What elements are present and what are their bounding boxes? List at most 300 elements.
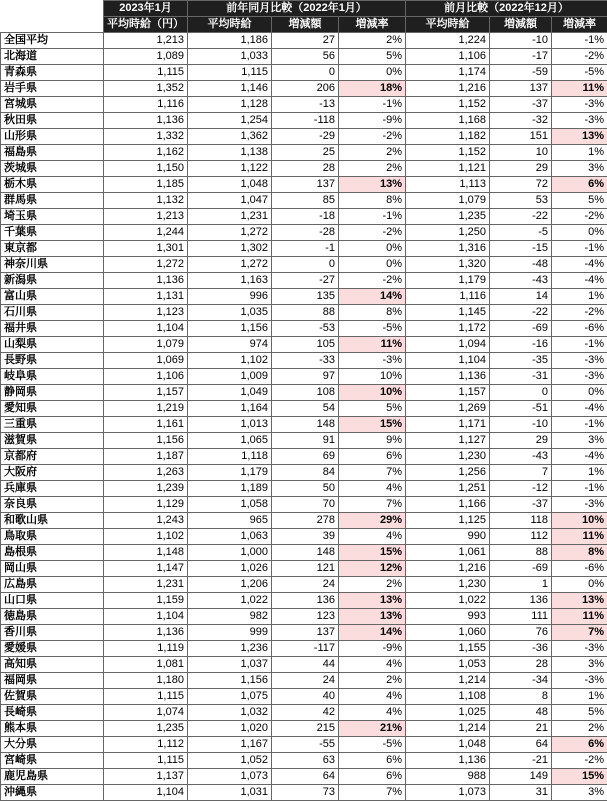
header-current-avg: 平均時給（円） xyxy=(104,17,188,33)
yoy-rate: 9% xyxy=(339,433,406,449)
yoy-diff: 88 xyxy=(272,305,339,321)
mom-diff: -43 xyxy=(490,273,552,289)
yoy-diff: 64 xyxy=(272,769,339,785)
mom-avg-wage: 1,079 xyxy=(406,193,490,209)
yoy-diff: 206 xyxy=(272,81,339,97)
current-avg-wage: 1,235 xyxy=(104,721,188,737)
table-row xyxy=(1,81,607,97)
mom-rate: 3% xyxy=(552,657,607,673)
mom-rate: -3% xyxy=(552,673,607,689)
mom-diff: -15 xyxy=(490,241,552,257)
current-avg-wage: 1,136 xyxy=(104,625,188,641)
mom-avg-wage: 1,106 xyxy=(406,49,490,65)
current-avg-wage: 1,136 xyxy=(104,273,188,289)
yoy-diff: 25 xyxy=(272,145,339,161)
prefecture-name: 滋賀県 xyxy=(1,433,104,449)
current-avg-wage: 1,150 xyxy=(104,161,188,177)
yoy-rate: 2% xyxy=(339,673,406,689)
yoy-rate: 10% xyxy=(339,385,406,401)
yoy-rate: 11% xyxy=(339,337,406,353)
mom-avg-wage: 988 xyxy=(406,769,490,785)
prefecture-name: 福井県 xyxy=(1,321,104,337)
mom-avg-wage: 1,256 xyxy=(406,465,490,481)
mom-avg-wage: 1,216 xyxy=(406,81,490,97)
table-row xyxy=(1,97,607,113)
current-avg-wage: 1,106 xyxy=(104,369,188,385)
header-yoy-diff: 増減額 xyxy=(272,17,339,33)
mom-diff: 149 xyxy=(490,769,552,785)
yoy-diff: 0 xyxy=(272,257,339,273)
yoy-diff: 63 xyxy=(272,753,339,769)
table-row xyxy=(1,481,607,497)
mom-diff: 31 xyxy=(490,785,552,801)
table-row xyxy=(1,33,607,49)
header-group-mom: 前月比較（2022年12月） xyxy=(406,1,607,17)
mom-rate: 7% xyxy=(552,625,607,641)
table-row xyxy=(1,49,607,65)
prefecture-name: 徳島県 xyxy=(1,609,104,625)
mom-rate: 2% xyxy=(552,721,607,737)
mom-avg-wage: 1,224 xyxy=(406,33,490,49)
current-avg-wage: 1,115 xyxy=(104,65,188,81)
yoy-avg-wage: 1,037 xyxy=(188,657,272,673)
mom-diff: -22 xyxy=(490,305,552,321)
mom-diff: 48 xyxy=(490,705,552,721)
mom-avg-wage: 1,168 xyxy=(406,113,490,129)
header-yoy-rate: 増減率 xyxy=(339,17,406,33)
mom-rate: -1% xyxy=(552,417,607,433)
mom-rate: 10% xyxy=(552,513,607,529)
mom-rate: 3% xyxy=(552,433,607,449)
yoy-avg-wage: 1,236 xyxy=(188,641,272,657)
yoy-avg-wage: 1,272 xyxy=(188,257,272,273)
yoy-rate: 21% xyxy=(339,721,406,737)
mom-diff: 7 xyxy=(490,465,552,481)
header-corner-blank xyxy=(1,1,104,33)
yoy-diff: -55 xyxy=(272,737,339,753)
yoy-rate: 4% xyxy=(339,481,406,497)
mom-diff: -48 xyxy=(490,257,552,273)
prefecture-name: 神奈川県 xyxy=(1,257,104,273)
table-row xyxy=(1,545,607,561)
table-row xyxy=(1,353,607,369)
prefecture-name: 奈良県 xyxy=(1,497,104,513)
mom-rate: 1% xyxy=(552,689,607,705)
mom-rate: 11% xyxy=(552,529,607,545)
table-row xyxy=(1,561,607,577)
mom-avg-wage: 1,113 xyxy=(406,177,490,193)
current-avg-wage: 1,180 xyxy=(104,673,188,689)
mom-diff: -32 xyxy=(490,113,552,129)
yoy-rate: 4% xyxy=(339,529,406,545)
prefecture-name: 広島県 xyxy=(1,577,104,593)
mom-diff: 29 xyxy=(490,433,552,449)
prefecture-name: 埼玉県 xyxy=(1,209,104,225)
mom-avg-wage: 1,108 xyxy=(406,689,490,705)
yoy-diff: 28 xyxy=(272,161,339,177)
yoy-avg-wage: 965 xyxy=(188,513,272,529)
prefecture-name: 青森県 xyxy=(1,65,104,81)
mom-avg-wage: 1,320 xyxy=(406,257,490,273)
yoy-diff: 56 xyxy=(272,49,339,65)
table-row xyxy=(1,401,607,417)
yoy-diff: 135 xyxy=(272,289,339,305)
yoy-diff: -117 xyxy=(272,641,339,657)
current-avg-wage: 1,244 xyxy=(104,225,188,241)
mom-avg-wage: 1,121 xyxy=(406,161,490,177)
header-group-yoy: 前年同月比較（2022年1月） xyxy=(188,1,406,17)
yoy-rate: 15% xyxy=(339,417,406,433)
table-row xyxy=(1,593,607,609)
mom-rate: 6% xyxy=(552,737,607,753)
prefecture-name: 宮崎県 xyxy=(1,753,104,769)
mom-diff: -51 xyxy=(490,401,552,417)
current-avg-wage: 1,136 xyxy=(104,113,188,129)
yoy-avg-wage: 982 xyxy=(188,609,272,625)
table-row xyxy=(1,753,607,769)
table-row xyxy=(1,673,607,689)
yoy-rate: 2% xyxy=(339,161,406,177)
yoy-avg-wage: 1,009 xyxy=(188,369,272,385)
table-row xyxy=(1,577,607,593)
mom-rate: -4% xyxy=(552,257,607,273)
prefecture-name: 三重県 xyxy=(1,417,104,433)
table-row xyxy=(1,641,607,657)
table-row xyxy=(1,113,607,129)
mom-rate: -6% xyxy=(552,561,607,577)
yoy-rate: 14% xyxy=(339,625,406,641)
mom-diff: 28 xyxy=(490,657,552,673)
table-header xyxy=(1,1,607,33)
mom-diff: 29 xyxy=(490,161,552,177)
yoy-rate: 6% xyxy=(339,753,406,769)
prefecture-name: 鹿児島県 xyxy=(1,769,104,785)
mom-rate: 3% xyxy=(552,161,607,177)
prefecture-name: 東京都 xyxy=(1,241,104,257)
yoy-diff: -53 xyxy=(272,321,339,337)
yoy-avg-wage: 1,033 xyxy=(188,49,272,65)
yoy-diff: -18 xyxy=(272,209,339,225)
yoy-avg-wage: 1,231 xyxy=(188,209,272,225)
current-avg-wage: 1,137 xyxy=(104,769,188,785)
table-row xyxy=(1,433,607,449)
mom-diff: 0 xyxy=(490,385,552,401)
mom-diff: 21 xyxy=(490,721,552,737)
mom-avg-wage: 1,061 xyxy=(406,545,490,561)
yoy-diff: -13 xyxy=(272,97,339,113)
mom-avg-wage: 1,053 xyxy=(406,657,490,673)
yoy-avg-wage: 974 xyxy=(188,337,272,353)
current-avg-wage: 1,074 xyxy=(104,705,188,721)
yoy-rate: 5% xyxy=(339,401,406,417)
yoy-avg-wage: 1,138 xyxy=(188,145,272,161)
yoy-avg-wage: 1,179 xyxy=(188,465,272,481)
mom-rate: 8% xyxy=(552,545,607,561)
yoy-rate: 10% xyxy=(339,369,406,385)
prefecture-name: 愛媛県 xyxy=(1,641,104,657)
current-avg-wage: 1,119 xyxy=(104,641,188,657)
current-avg-wage: 1,123 xyxy=(104,305,188,321)
yoy-rate: -5% xyxy=(339,321,406,337)
prefecture-name: 新潟県 xyxy=(1,273,104,289)
current-avg-wage: 1,243 xyxy=(104,513,188,529)
mom-diff: 14 xyxy=(490,289,552,305)
yoy-diff: 91 xyxy=(272,433,339,449)
table-row xyxy=(1,465,607,481)
mom-avg-wage: 1,152 xyxy=(406,145,490,161)
yoy-rate: 2% xyxy=(339,33,406,49)
mom-rate: 11% xyxy=(552,609,607,625)
yoy-diff: 136 xyxy=(272,593,339,609)
mom-diff: 151 xyxy=(490,129,552,145)
table-row xyxy=(1,609,607,625)
mom-avg-wage: 1,125 xyxy=(406,513,490,529)
header-group-row xyxy=(1,1,607,17)
mom-avg-wage: 993 xyxy=(406,609,490,625)
mom-rate: 6% xyxy=(552,177,607,193)
current-avg-wage: 1,239 xyxy=(104,481,188,497)
yoy-rate: 2% xyxy=(339,145,406,161)
mom-avg-wage: 1,230 xyxy=(406,449,490,465)
current-avg-wage: 1,213 xyxy=(104,209,188,225)
yoy-rate: 15% xyxy=(339,545,406,561)
prefecture-name: 宮城県 xyxy=(1,97,104,113)
yoy-avg-wage: 1,047 xyxy=(188,193,272,209)
table-row xyxy=(1,657,607,673)
mom-diff: 64 xyxy=(490,737,552,753)
mom-rate: 0% xyxy=(552,385,607,401)
table-row xyxy=(1,145,607,161)
table-row xyxy=(1,449,607,465)
mom-avg-wage: 1,230 xyxy=(406,577,490,593)
mom-rate: -3% xyxy=(552,97,607,113)
header-group-current: 2023年1月 xyxy=(104,1,188,17)
prefecture-name: 大阪府 xyxy=(1,465,104,481)
yoy-diff: 84 xyxy=(272,465,339,481)
table-row xyxy=(1,689,607,705)
mom-avg-wage: 1,025 xyxy=(406,705,490,721)
yoy-rate: -3% xyxy=(339,353,406,369)
yoy-diff: 24 xyxy=(272,673,339,689)
mom-rate: -2% xyxy=(552,49,607,65)
mom-rate: -1% xyxy=(552,241,607,257)
current-avg-wage: 1,116 xyxy=(104,97,188,113)
yoy-rate: -2% xyxy=(339,225,406,241)
yoy-rate: 5% xyxy=(339,49,406,65)
current-avg-wage: 1,079 xyxy=(104,337,188,353)
yoy-diff: 54 xyxy=(272,401,339,417)
prefecture-name: 富山県 xyxy=(1,289,104,305)
mom-avg-wage: 1,136 xyxy=(406,753,490,769)
mom-avg-wage: 1,316 xyxy=(406,241,490,257)
mom-diff: -59 xyxy=(490,65,552,81)
prefecture-name: 秋田県 xyxy=(1,113,104,129)
prefecture-name: 和歌山県 xyxy=(1,513,104,529)
mom-diff: -34 xyxy=(490,673,552,689)
mom-avg-wage: 1,235 xyxy=(406,209,490,225)
mom-rate: 1% xyxy=(552,289,607,305)
yoy-avg-wage: 1,118 xyxy=(188,449,272,465)
mom-avg-wage: 1,166 xyxy=(406,497,490,513)
table-body xyxy=(1,33,607,801)
current-avg-wage: 1,102 xyxy=(104,529,188,545)
mom-avg-wage: 1,179 xyxy=(406,273,490,289)
yoy-diff: 137 xyxy=(272,625,339,641)
yoy-diff: -28 xyxy=(272,225,339,241)
mom-avg-wage: 1,269 xyxy=(406,401,490,417)
yoy-rate: 29% xyxy=(339,513,406,529)
current-avg-wage: 1,185 xyxy=(104,177,188,193)
mom-avg-wage: 1,216 xyxy=(406,561,490,577)
mom-avg-wage: 1,094 xyxy=(406,337,490,353)
mom-rate: 0% xyxy=(552,577,607,593)
yoy-rate: 4% xyxy=(339,657,406,673)
table-row xyxy=(1,257,607,273)
yoy-rate: -1% xyxy=(339,209,406,225)
yoy-avg-wage: 999 xyxy=(188,625,272,641)
yoy-diff: 0 xyxy=(272,65,339,81)
mom-diff: -37 xyxy=(490,497,552,513)
yoy-diff: 137 xyxy=(272,177,339,193)
header-mom-diff: 増減額 xyxy=(490,17,552,33)
mom-avg-wage: 1,048 xyxy=(406,737,490,753)
prefecture-name: 岩手県 xyxy=(1,81,104,97)
yoy-rate: 0% xyxy=(339,257,406,273)
mom-diff: -5 xyxy=(490,225,552,241)
prefecture-name: 福岡県 xyxy=(1,673,104,689)
mom-rate: 5% xyxy=(552,705,607,721)
mom-avg-wage: 990 xyxy=(406,529,490,545)
yoy-avg-wage: 1,075 xyxy=(188,689,272,705)
yoy-avg-wage: 1,026 xyxy=(188,561,272,577)
table-row xyxy=(1,225,607,241)
mom-rate: -3% xyxy=(552,641,607,657)
mom-rate: -4% xyxy=(552,273,607,289)
prefecture-name: 山口県 xyxy=(1,593,104,609)
yoy-rate: 8% xyxy=(339,305,406,321)
prefecture-name: 高知県 xyxy=(1,657,104,673)
table-row xyxy=(1,193,607,209)
yoy-diff: -1 xyxy=(272,241,339,257)
mom-rate: 13% xyxy=(552,593,607,609)
yoy-avg-wage: 1,254 xyxy=(188,113,272,129)
table-row xyxy=(1,129,607,145)
prefecture-name: 愛知県 xyxy=(1,401,104,417)
yoy-rate: 7% xyxy=(339,785,406,801)
yoy-avg-wage: 1,122 xyxy=(188,161,272,177)
yoy-avg-wage: 1,032 xyxy=(188,705,272,721)
mom-avg-wage: 1,152 xyxy=(406,97,490,113)
yoy-avg-wage: 1,013 xyxy=(188,417,272,433)
yoy-avg-wage: 1,189 xyxy=(188,481,272,497)
mom-rate: 15% xyxy=(552,769,607,785)
yoy-avg-wage: 1,052 xyxy=(188,753,272,769)
yoy-diff: -29 xyxy=(272,129,339,145)
mom-diff: 118 xyxy=(490,513,552,529)
prefecture-name: 島根県 xyxy=(1,545,104,561)
prefecture-name: 岡山県 xyxy=(1,561,104,577)
yoy-avg-wage: 1,146 xyxy=(188,81,272,97)
prefecture-name: 北海道 xyxy=(1,49,104,65)
mom-rate: -1% xyxy=(552,33,607,49)
current-avg-wage: 1,112 xyxy=(104,737,188,753)
mom-diff: 8 xyxy=(490,689,552,705)
yoy-diff: 215 xyxy=(272,721,339,737)
current-avg-wage: 1,104 xyxy=(104,785,188,801)
table-row xyxy=(1,785,607,801)
yoy-rate: 4% xyxy=(339,689,406,705)
mom-diff: 137 xyxy=(490,81,552,97)
mom-rate: -1% xyxy=(552,337,607,353)
mom-rate: 0% xyxy=(552,225,607,241)
prefecture-name: 静岡県 xyxy=(1,385,104,401)
yoy-diff: 44 xyxy=(272,657,339,673)
table-row xyxy=(1,65,607,81)
current-avg-wage: 1,156 xyxy=(104,433,188,449)
mom-rate: -6% xyxy=(552,321,607,337)
table-row xyxy=(1,513,607,529)
mom-avg-wage: 1,116 xyxy=(406,289,490,305)
prefecture-name: 山梨県 xyxy=(1,337,104,353)
current-avg-wage: 1,129 xyxy=(104,497,188,513)
mom-avg-wage: 1,171 xyxy=(406,417,490,433)
table-row xyxy=(1,769,607,785)
prefecture-name: 沖縄県 xyxy=(1,785,104,801)
yoy-avg-wage: 1,035 xyxy=(188,305,272,321)
mom-avg-wage: 1,251 xyxy=(406,481,490,497)
mom-diff: -37 xyxy=(490,97,552,113)
table-row xyxy=(1,705,607,721)
mom-diff: -43 xyxy=(490,449,552,465)
yoy-rate: 7% xyxy=(339,497,406,513)
prefecture-name: 香川県 xyxy=(1,625,104,641)
yoy-rate: -9% xyxy=(339,641,406,657)
yoy-avg-wage: 1,163 xyxy=(188,273,272,289)
current-avg-wage: 1,159 xyxy=(104,593,188,609)
yoy-rate: 13% xyxy=(339,609,406,625)
prefecture-name: 千葉県 xyxy=(1,225,104,241)
prefecture-name: 大分県 xyxy=(1,737,104,753)
current-avg-wage: 1,089 xyxy=(104,49,188,65)
mom-diff: -17 xyxy=(490,49,552,65)
table-row xyxy=(1,337,607,353)
table-row xyxy=(1,161,607,177)
yoy-diff: 39 xyxy=(272,529,339,545)
mom-avg-wage: 1,155 xyxy=(406,641,490,657)
prefecture-name: 熊本県 xyxy=(1,721,104,737)
current-avg-wage: 1,104 xyxy=(104,609,188,625)
table-row xyxy=(1,209,607,225)
yoy-rate: 0% xyxy=(339,65,406,81)
mom-avg-wage: 1,104 xyxy=(406,353,490,369)
yoy-diff: 40 xyxy=(272,689,339,705)
current-avg-wage: 1,161 xyxy=(104,417,188,433)
mom-diff: 112 xyxy=(490,529,552,545)
yoy-rate: 6% xyxy=(339,449,406,465)
mom-diff: 72 xyxy=(490,177,552,193)
prefecture-name: 石川県 xyxy=(1,305,104,321)
mom-diff: -69 xyxy=(490,321,552,337)
mom-avg-wage: 1,127 xyxy=(406,433,490,449)
prefecture-name: 京都府 xyxy=(1,449,104,465)
yoy-avg-wage: 1,073 xyxy=(188,769,272,785)
mom-avg-wage: 1,022 xyxy=(406,593,490,609)
mom-rate: 11% xyxy=(552,81,607,97)
yoy-avg-wage: 1,362 xyxy=(188,129,272,145)
table-row xyxy=(1,321,607,337)
mom-rate: -3% xyxy=(552,497,607,513)
prefecture-name: 長野県 xyxy=(1,353,104,369)
